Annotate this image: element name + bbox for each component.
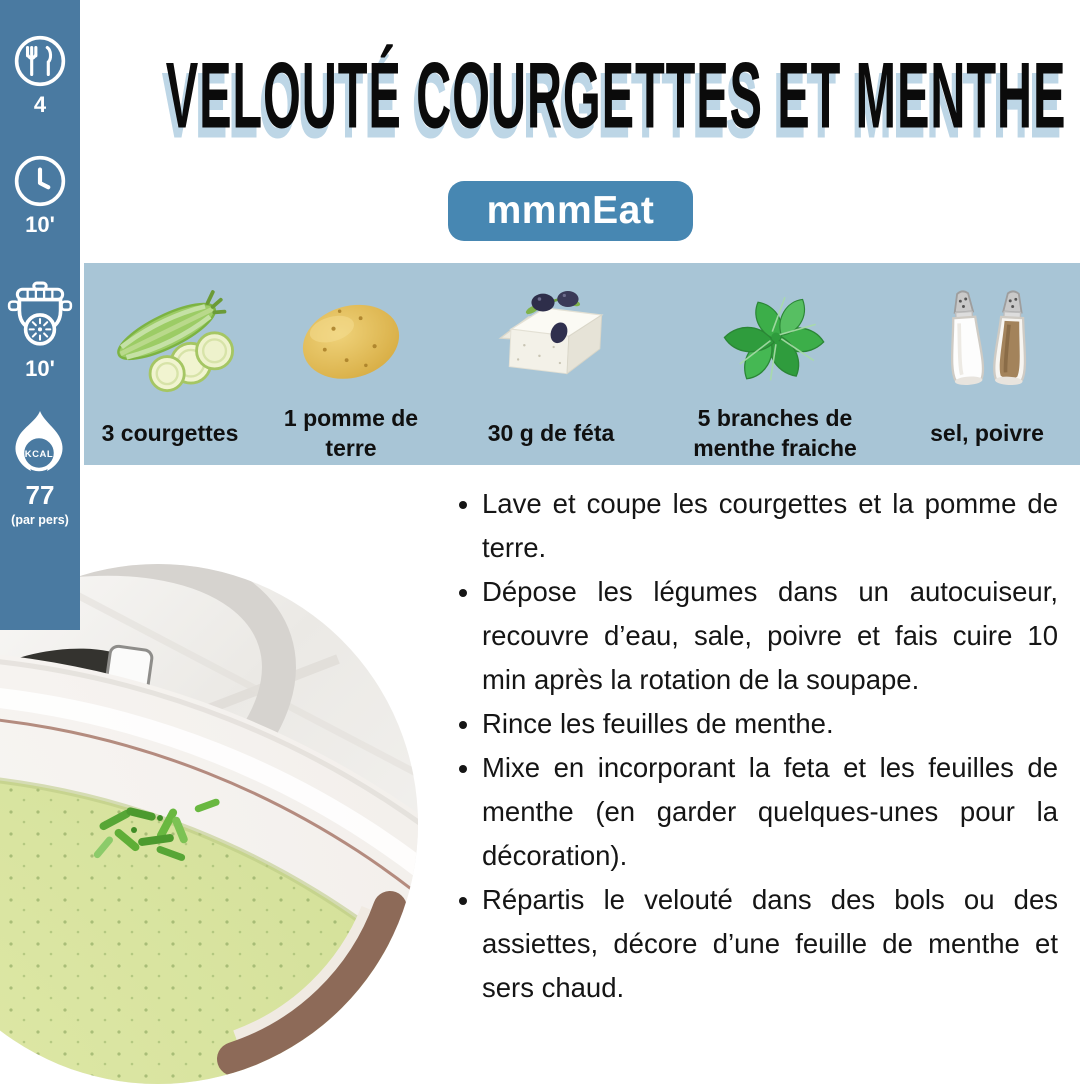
instructions-list (452, 482, 1058, 1010)
cook-time-value: 10' (25, 356, 55, 381)
kcal-badge-label: KCAL (24, 449, 54, 460)
calories-unit: (par pers) (11, 513, 69, 527)
sidebar (0, 0, 80, 630)
ingredient-potato (256, 263, 446, 465)
soup-photo (0, 564, 418, 1084)
flame-icon (8, 408, 72, 476)
servings-value: 4 (33, 92, 47, 117)
zucchini-icon (95, 275, 245, 403)
clock-icon (13, 154, 67, 208)
cook-time-stat (7, 280, 73, 382)
prep-time-value: 10' (25, 212, 55, 237)
instruction-step: • Rince les feuilles de menthe. (482, 702, 1058, 746)
utensils-icon (13, 34, 67, 88)
ingredient-label: 5 branches de menthe fraiche (693, 405, 857, 461)
prep-time-stat (13, 154, 67, 238)
header (80, 43, 1080, 149)
brand-name: mmmEat (486, 189, 655, 232)
salt-pepper-icon (914, 279, 1060, 403)
instruction-step: • Lave et coupe les courgettes et la pomme de terre. (482, 482, 1058, 570)
ingredient-salt-pepper (894, 263, 1080, 465)
potato-icon (281, 285, 421, 403)
ingredients-band (84, 263, 1080, 465)
instruction-step: • Dépose les légumes dans un autocuiseur, recouvre d’eau, sale, poivre et fais cuire 10 min après la rotation de la soupape. (482, 570, 1058, 702)
page-title: VELOUTÉ COURGETTES ET MENTHE (165, 43, 1067, 149)
servings-stat (13, 34, 67, 118)
calories-stat (8, 408, 72, 527)
ingredient-zucchini (84, 263, 256, 465)
soup-photo-illustration (0, 564, 418, 1084)
ingredient-label: 1 pomme de terre (283, 405, 419, 461)
instructions-section (452, 482, 1058, 1010)
brand-badge (448, 181, 693, 241)
ingredient-label: 30 g de féta (487, 420, 615, 447)
ingredient-label: 3 courgettes (101, 420, 239, 447)
mint-icon (700, 281, 850, 403)
ingredient-label: sel, poivre (930, 420, 1044, 447)
feta-icon (476, 283, 626, 403)
calories-value: 77 (25, 480, 55, 510)
instruction-step: • Mixe en incorporant la feta et les feuilles de menthe (en garder quelques-unes pour la décoration). (482, 746, 1058, 878)
ingredient-mint (656, 263, 894, 465)
pressure-cooker-icon (7, 280, 73, 352)
instruction-step: • Répartis le velouté dans des bols ou des assiettes, décore d’une feuille de menthe et sers chaud. (482, 878, 1058, 1010)
ingredient-feta (446, 263, 656, 465)
